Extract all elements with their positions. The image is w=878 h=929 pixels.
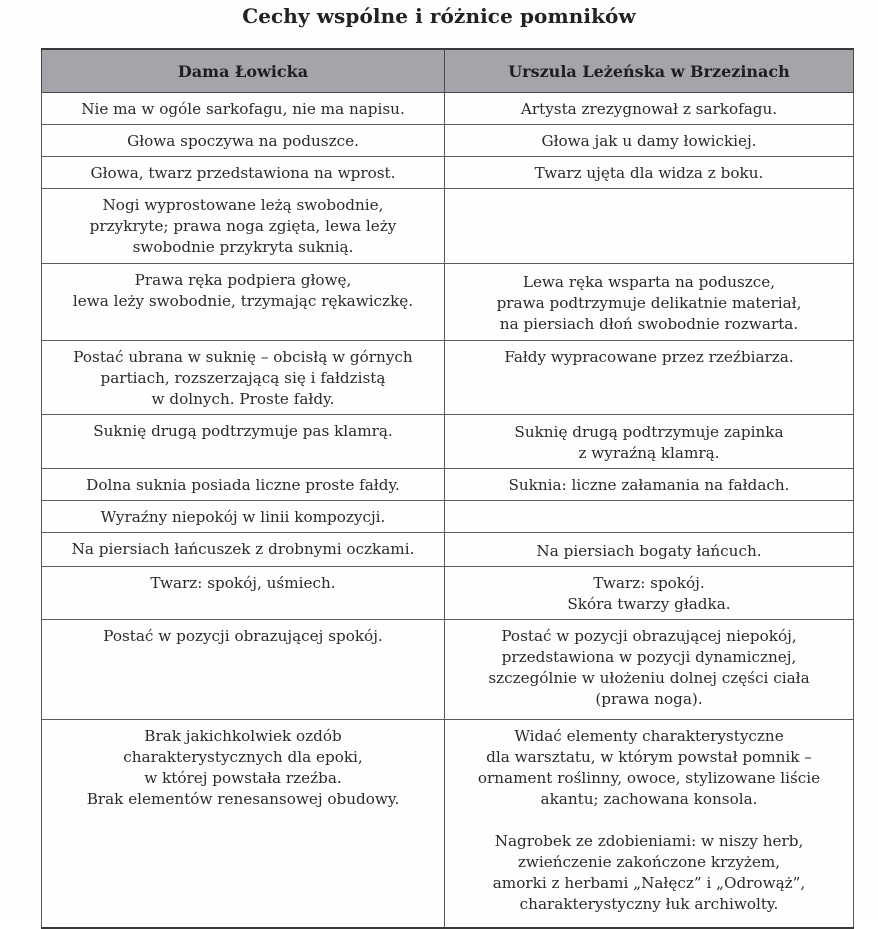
table-cell-left: Nie ma w ogóle sarkofagu, nie ma napisu.	[42, 93, 445, 125]
column-header-urszula-lezenska: Urszula Leżeńska w Brzezinach	[445, 49, 854, 93]
table-row	[42, 415, 854, 469]
table-cell-right: Suknia: liczne załamania na fałdach.	[445, 469, 854, 501]
table-cell-left: Prawa ręka podpiera głowę, lewa leży swobodnie, trzymając rękawiczkę.	[42, 264, 445, 341]
table-row	[42, 533, 854, 567]
table-row	[42, 264, 854, 341]
table-cell-right: Lewa ręka wsparta na poduszce, prawa podtrzymuje delikatnie materiał, na piersiach dłoń swobodnie rozwarta.	[445, 264, 854, 341]
table-row	[42, 157, 854, 189]
table-row	[42, 341, 854, 415]
table-row	[42, 189, 854, 264]
table-cell-right	[445, 501, 854, 533]
table-header-row	[42, 49, 854, 93]
table-cell-left: Głowa, twarz przedstawiona na wprost.	[42, 157, 445, 189]
table-cell-right: Suknię drugą podtrzymuje zapinka z wyraźną klamrą.	[445, 415, 854, 469]
table-cell-left: Na piersiach łańcuszek z drobnymi oczkami.	[42, 533, 445, 567]
table-cell-left: Suknię drugą podtrzymuje pas klamrą.	[42, 415, 445, 469]
table-cell-right: Artysta zrezygnował z sarkofagu.	[445, 93, 854, 125]
table-cell-right: Fałdy wypracowane przez rzeźbiarza.	[445, 341, 854, 415]
table-row	[42, 567, 854, 620]
cell-paragraph: Widać elementy charakterystyczne dla warsztatu, w którym powstał pomnik – ornament roślinny, owoce, stylizowane liście akantu; zachowana konsola.	[477, 727, 821, 808]
table-row	[42, 620, 854, 720]
table-cell-left: Twarz: spokój, uśmiech.	[42, 567, 445, 620]
table-cell-left: Nogi wyprostowane leżą swobodnie, przykryte; prawa noga zgięta, lewa leży swobodnie przykryta suknią.	[42, 189, 445, 264]
table-cell-right: Na piersiach bogaty łańcuch.	[445, 533, 854, 567]
table-row	[42, 720, 854, 928]
cell-paragraph: Nagrobek ze zdobieniami: w niszy herb, zwieńczenie zakończone krzyżem, amorki z herbami „Nałęcz” i „Odrowąż”, charakterystyczny łuk archiwolty.	[492, 832, 806, 913]
table-cell-right	[445, 720, 854, 928]
table-row	[42, 125, 854, 157]
table-cell-right: Postać w pozycji obrazującej niepokój, przedstawiona w pozycji dynamicznej, szczególnie w ułożeniu dolnej części ciała (prawa noga).	[445, 620, 854, 720]
column-header-dama-lowicka: Dama Łowicka	[42, 49, 445, 93]
table-cell-right: Twarz ujęta dla widza z boku.	[445, 157, 854, 189]
table-row	[42, 93, 854, 125]
comparison-table	[41, 48, 854, 929]
table-cell-right: Głowa jak u damy łowickiej.	[445, 125, 854, 157]
table-row	[42, 469, 854, 501]
table-cell-left: Dolna suknia posiada liczne proste fałdy.	[42, 469, 445, 501]
table-row	[42, 501, 854, 533]
table-cell-left: Głowa spoczywa na poduszce.	[42, 125, 445, 157]
page-title: Cechy wspólne i różnice pomników	[242, 4, 636, 28]
table-cell-left: Wyraźny niepokój w linii kompozycji.	[42, 501, 445, 533]
table-cell-left: Postać w pozycji obrazującej spokój.	[42, 620, 445, 720]
table-cell-right	[445, 189, 854, 264]
table-cell-right: Twarz: spokój. Skóra twarzy gładka.	[445, 567, 854, 620]
table-cell-left: Postać ubrana w suknię – obcisłą w górnych partiach, rozszerzającą się i fałdzistą w dolnych. Proste fałdy.	[42, 341, 445, 415]
table-cell-left: Brak jakichkolwiek ozdób charakterystycznych dla epoki, w której powstała rzeźba. Brak elementów renesansowej obudowy.	[42, 720, 445, 928]
